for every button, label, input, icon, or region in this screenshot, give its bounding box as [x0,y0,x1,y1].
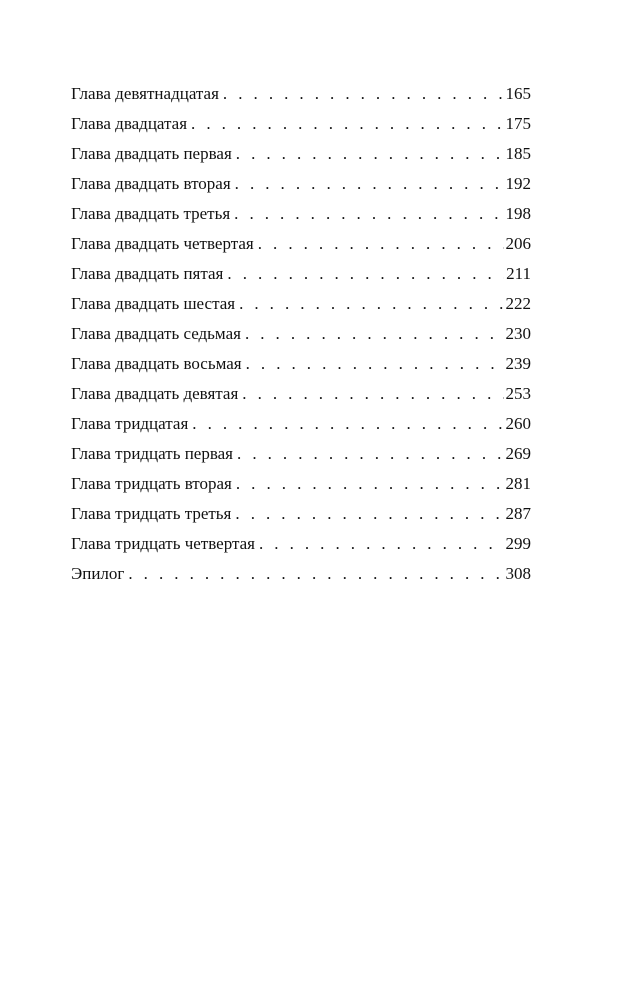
table-of-contents [71,79,531,589]
toc-entry [71,379,531,409]
toc-dot-leader [245,319,504,349]
toc-dot-leader [235,499,503,529]
toc-entry [71,409,531,439]
toc-entry-page: 198 [505,204,531,223]
toc-dot-leader [236,469,504,499]
toc-entry-title: Глава двадцать четвертая [71,234,254,253]
toc-entry [71,349,531,379]
toc-entry-title: Глава тридцать вторая [71,474,232,493]
toc-dot-leader [191,109,503,139]
toc-entry [71,229,531,259]
toc-entry-title: Глава двадцать первая [71,144,232,163]
toc-entry-page: 230 [505,324,531,343]
toc-entry-title: Глава двадцать вторая [71,174,231,193]
toc-entry-page: 308 [505,564,531,583]
toc-entry-page: 165 [505,84,531,103]
toc-entry-title: Глава двадцатая [71,114,188,133]
toc-dot-leader [235,169,504,199]
toc-entry-page: 175 [505,114,531,133]
toc-entry [71,139,531,169]
toc-entry [71,199,531,229]
toc-entry-page: 206 [505,234,531,253]
toc-entry-page: 239 [505,354,531,373]
toc-dot-leader [223,79,504,109]
toc-entry-page: 287 [505,504,531,523]
toc-entry-title: Глава тридцатая [71,414,189,433]
toc-entry-page: 185 [505,144,531,163]
toc-entry [71,439,531,469]
toc-entry-title: Глава двадцать седьмая [71,324,241,343]
toc-entry [71,79,531,109]
toc-entry [71,559,531,589]
toc-dot-leader [227,259,504,289]
toc-entry [71,109,531,139]
toc-entry-title: Глава двадцать девятая [71,384,239,403]
toc-entry-page: 281 [505,474,531,493]
toc-entry-page: 260 [505,414,531,433]
toc-dot-leader [239,289,503,319]
toc-dot-leader [234,199,503,229]
toc-dot-leader [258,229,504,259]
toc-entry-title: Глава двадцать шестая [71,294,236,313]
toc-entry-title: Глава двадцать третья [71,204,231,223]
toc-dot-leader [237,439,503,469]
toc-entry-title: Глава тридцать третья [71,504,232,523]
toc-entry-title: Глава двадцать пятая [71,264,224,283]
toc-entry-title: Глава двадцать восьмая [71,354,242,373]
toc-entry-page: 253 [505,384,531,403]
toc-dot-leader [259,529,504,559]
toc-entry-title: Глава девятнадцатая [71,84,219,103]
toc-dot-leader [246,349,504,379]
toc-entry-page: 222 [505,294,531,313]
toc-entry-title: Эпилог [71,564,125,583]
toc-entry [71,169,531,199]
toc-entry [71,259,531,289]
toc-dot-leader [128,559,503,589]
toc-dot-leader [242,379,503,409]
toc-entry-page: 211 [506,264,531,283]
toc-dot-leader [236,139,504,169]
toc-entry [71,289,531,319]
toc-entry [71,499,531,529]
toc-entry [71,529,531,559]
toc-entry-title: Глава тридцать четвертая [71,534,255,553]
toc-entry [71,319,531,349]
toc-dot-leader [192,409,503,439]
toc-entry-title: Глава тридцать первая [71,444,234,463]
toc-entry-page: 269 [505,444,531,463]
toc-entry-page: 192 [505,174,531,193]
toc-entry-page: 299 [505,534,531,553]
toc-entry [71,469,531,499]
